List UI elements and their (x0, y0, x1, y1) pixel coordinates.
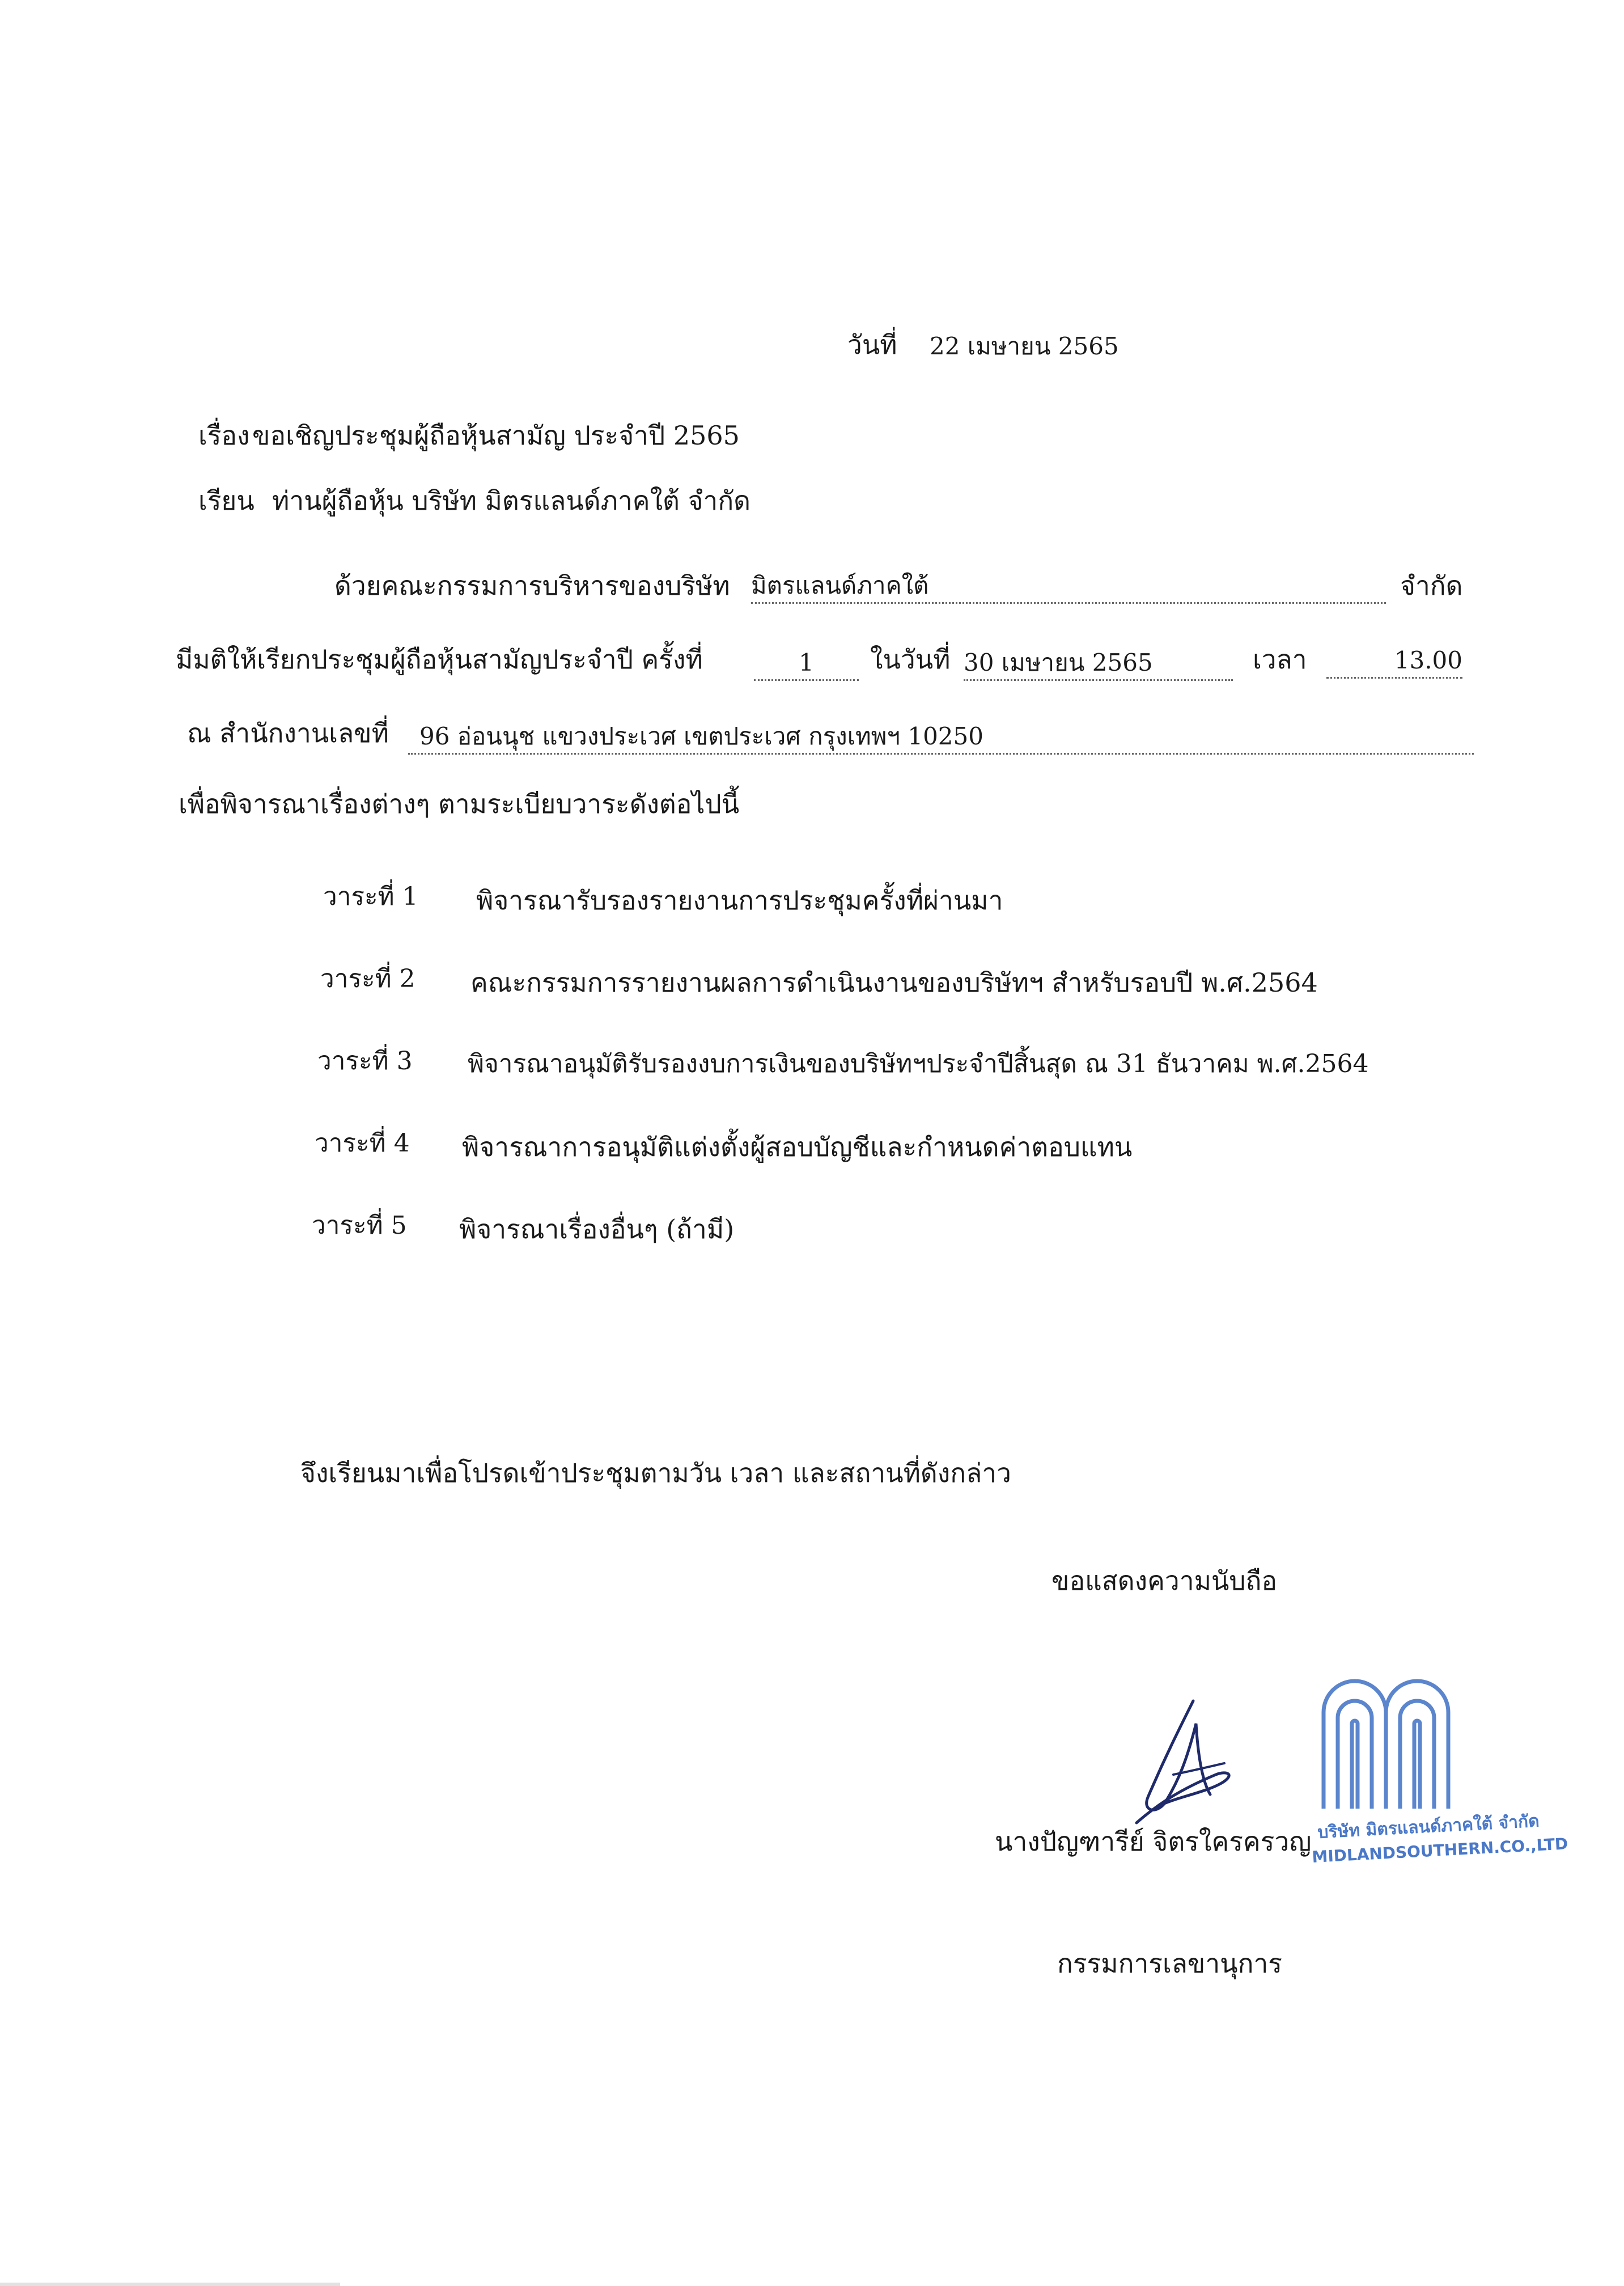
agenda-item-text: พิจารณารับรองรายงานการประชุมครั้งที่ผ่านมา (476, 885, 1003, 916)
closing-invitation: จึงเรียนมาเพื่อโปรดเข้าประชุมตามวัน เวลา และสถานที่ดังกล่าว (300, 1458, 1011, 1488)
body-line1-suffix: จำกัด (1400, 570, 1463, 601)
letter-date: 22 เมษายน 2565 (930, 332, 1119, 360)
body-line1-prefix: ด้วยคณะกรรมการบริหารของบริษัท (334, 570, 730, 601)
signer-title: กรรมการเลขานุการ (1057, 1948, 1282, 1979)
to-text: ท่านผู้ถือหุ้น บริษัท มิตรแลนด์ภาคใต้ จำกัด (272, 485, 751, 516)
closing-regards: ขอแสดงความนับถือ (1051, 1565, 1278, 1596)
agenda-item-number: วาระที่ 1 (323, 882, 418, 911)
agenda-item-number: วาระที่ 2 (320, 964, 415, 993)
meeting-date-label: ในวันที่ (870, 644, 951, 675)
svg-text:บริษัท มิตรแลนด์ภาคใต้ จำกัด: บริษัท มิตรแลนด์ภาคใต้ จำกัด (1317, 1811, 1540, 1843)
meeting-time-field: 13.00 (1326, 649, 1462, 679)
signature (1125, 1690, 1244, 1831)
agenda-item-text: พิจารณาอนุมัติรับรองงบการเงินของบริษัทฯประจำปีสิ้นสุด ณ 31 ธันวาคม พ.ศ.2564 (468, 1049, 1369, 1078)
subject-label: เรื่อง (198, 420, 250, 451)
subject-text: ขอเชิญประชุมผู้ถือหุ้นสามัญ ประจำปี 2565 (252, 420, 740, 451)
agenda-item-text: พิจารณาเรื่องอื่นๆ (ถ้ามี) (459, 1214, 735, 1244)
scan-edge (0, 2283, 340, 2286)
company-name-field: มิตรแลนด์ภาคใต้ (751, 574, 1386, 604)
agenda-item-number: วาระที่ 5 (312, 1211, 407, 1240)
date-label: วันที่ (847, 329, 897, 360)
agenda-item-text: พิจารณาการอนุมัติแต่งตั้งผู้สอบบัญชีและกำหนดค่าตอบแทน (462, 1132, 1133, 1162)
agenda-item-number: วาระที่ 3 (317, 1047, 413, 1076)
meeting-time-label: เวลา (1253, 644, 1307, 675)
agenda-item-text: คณะกรรมการรายงานผลการดำเนินงานของบริษัทฯ สำหรับรอบปี พ.ศ.2564 (470, 967, 1318, 998)
to-label: เรียน (198, 485, 255, 516)
venue-label: ณ สำนักงานเลขที่ (187, 718, 389, 748)
venue-field: 96 อ่อนนุช แขวงประเวศ เขตประเวศ กรุงเทพฯ 10250 (408, 725, 1474, 755)
signer-name: นางปัญฑารีย์ จิตรใครครวญ (995, 1826, 1312, 1857)
meeting-date-field: 30 เมษายน 2565 (964, 651, 1233, 681)
agenda-item-number: วาระที่ 4 (315, 1129, 410, 1158)
agenda-intro: เพื่อพิจารณาเรื่องต่างๆ ตามระเบียบวาระดังต่อไปนี้ (179, 789, 740, 819)
body-line2-prefix: มีมติให้เรียกประชุมผู้ถือหุ้นสามัญประจำปี ครั้งที่ (176, 644, 703, 675)
company-seal (1244, 1661, 1569, 1899)
meeting-number-field: 1 (754, 651, 859, 681)
svg-text:MIDLANDSOUTHERN.CO.,LTD: MIDLANDSOUTHERN.CO.,LTD (1311, 1834, 1569, 1866)
